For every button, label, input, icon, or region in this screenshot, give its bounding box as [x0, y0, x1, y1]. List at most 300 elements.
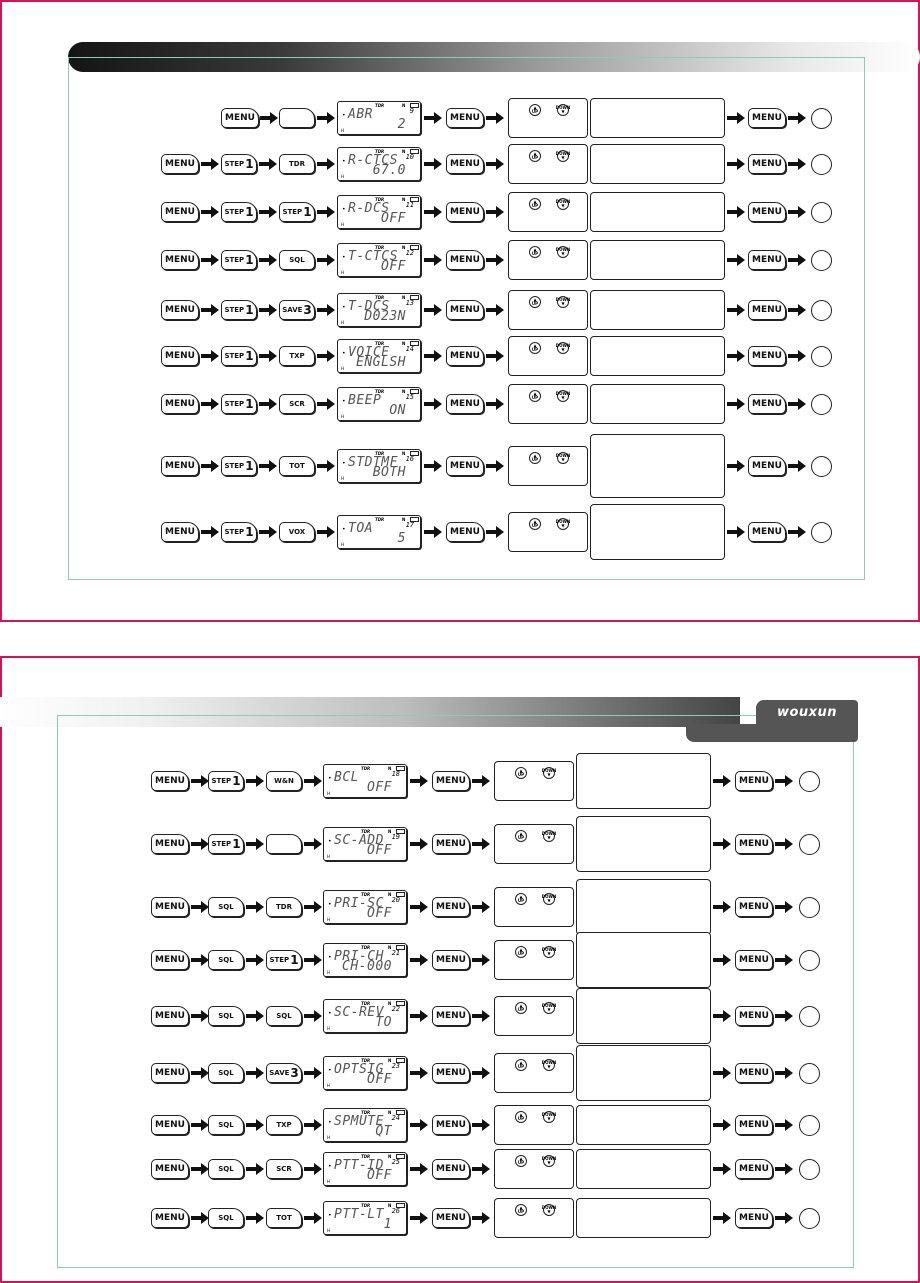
arrow-right-icon — [788, 254, 806, 266]
up-key-icon[interactable]: ▲ UP — [529, 390, 541, 402]
lcd-tdr-indicator: TDR — [375, 295, 385, 300]
arrow-right-icon — [472, 1119, 490, 1131]
lcd-h-indicator: H — [327, 791, 331, 796]
key-button[interactable] — [208, 1159, 244, 1179]
menu-number: 13 — [405, 299, 414, 307]
key-button[interactable] — [266, 1063, 302, 1083]
up-key-icon[interactable]: ▲ UP — [515, 1204, 527, 1216]
arrow-right-icon — [410, 1067, 428, 1079]
down-key-icon[interactable]: DOWN ▼ — [555, 391, 571, 400]
key-button[interactable] — [221, 394, 257, 414]
up-down-keys — [494, 1149, 574, 1189]
menu-button[interactable] — [735, 1063, 773, 1083]
menu-button[interactable] — [446, 394, 484, 414]
up-down-keys — [494, 996, 574, 1036]
menu-button[interactable] — [161, 202, 199, 222]
key-button[interactable] — [266, 897, 302, 917]
arrow-right-icon — [727, 350, 745, 362]
key-label: MENU — [436, 1068, 466, 1078]
arrow-right-icon — [713, 954, 731, 966]
result-circle — [811, 250, 832, 271]
lcd-tdr-indicator: TDR — [375, 103, 385, 108]
arrow-right-icon — [486, 398, 504, 410]
lcd-h-indicator: H — [341, 222, 345, 227]
down-key-icon[interactable]: DOWN ▼ — [541, 894, 557, 903]
arrow-right-icon — [486, 254, 504, 266]
menu-button[interactable] — [748, 394, 786, 414]
menu-button[interactable] — [432, 950, 470, 970]
lcd-bullet-icon: • — [328, 1067, 332, 1074]
key-label: MENU — [165, 527, 195, 537]
arrow-right-icon — [775, 1067, 793, 1079]
wouxun-logo — [686, 700, 858, 744]
menu-button[interactable] — [446, 346, 484, 366]
key-button[interactable] — [266, 1006, 302, 1026]
menu-value: OFF — [367, 843, 392, 858]
arrow-right-icon — [259, 304, 277, 316]
lcd-display — [323, 1056, 407, 1090]
menu-button[interactable] — [748, 456, 786, 476]
arrow-right-icon — [246, 838, 264, 850]
menu-button[interactable] — [735, 771, 773, 791]
arrow-right-icon — [472, 901, 490, 913]
key-button[interactable] — [221, 250, 257, 270]
arrow-right-icon — [259, 526, 277, 538]
key-label: TOT — [289, 462, 305, 470]
arrow-right-icon — [246, 1212, 264, 1224]
lcd-h-indicator: H — [327, 1083, 331, 1088]
arrow-right-icon — [775, 1010, 793, 1022]
key-number: 1 — [245, 459, 254, 473]
up-key-icon[interactable]: ▲ UP — [529, 296, 541, 308]
key-label: STEP — [211, 840, 232, 848]
lcd-n-indicator: N — [402, 245, 406, 250]
key-label: STEP — [224, 400, 245, 408]
menu-number: 14 — [405, 345, 414, 353]
menu-button[interactable] — [432, 897, 470, 917]
menu-value: QT — [375, 1124, 392, 1139]
arrow-right-icon — [260, 112, 278, 124]
arrow-right-icon — [410, 901, 428, 913]
up-key-icon[interactable]: ▲ UP — [515, 1155, 527, 1167]
arrow-right-icon — [246, 1067, 264, 1079]
key-button[interactable] — [221, 154, 257, 174]
menu-button[interactable] — [748, 300, 786, 320]
menu-button[interactable] — [735, 1159, 773, 1179]
lcd-display — [323, 1152, 407, 1186]
down-key-icon[interactable]: DOWN ▼ — [541, 1156, 557, 1165]
down-key-icon[interactable]: DOWN ▼ — [541, 1112, 557, 1121]
menu-button[interactable] — [446, 202, 484, 222]
key-number: 1 — [303, 205, 312, 219]
menu-button[interactable] — [432, 1006, 470, 1026]
lcd-tdr-indicator: TDR — [375, 245, 385, 250]
menu-name: R-CTCS — [348, 153, 398, 168]
key-button[interactable] — [221, 522, 257, 542]
key-label: SCR — [276, 1165, 292, 1173]
menu-name: T-DCS — [348, 299, 390, 314]
menu-name: VOICE — [348, 345, 390, 360]
lcd-n-indicator: N — [388, 1001, 392, 1006]
menu-button[interactable] — [432, 1063, 470, 1083]
description-box — [576, 816, 711, 872]
description-box — [576, 988, 711, 1044]
menu-button[interactable] — [748, 154, 786, 174]
arrow-right-icon — [191, 901, 209, 913]
lcd-display — [337, 449, 421, 483]
up-down-keys — [508, 240, 588, 280]
down-key-icon[interactable]: DOWN ▼ — [555, 247, 571, 256]
lcd-n-indicator: N — [402, 103, 406, 108]
up-key-icon[interactable]: ▲ UP — [529, 198, 541, 210]
menu-button[interactable] — [446, 154, 484, 174]
key-number: 1 — [245, 349, 254, 363]
key-button[interactable] — [279, 154, 315, 174]
menu-number: 26 — [391, 1207, 400, 1215]
arrow-right-icon — [246, 1163, 264, 1175]
description-box — [590, 98, 725, 138]
menu-name: PRI-SC — [334, 896, 384, 911]
menu-button[interactable] — [446, 300, 484, 320]
arrow-right-icon — [246, 1119, 264, 1131]
down-key-icon[interactable]: DOWN ▼ — [555, 519, 571, 528]
key-button[interactable] — [279, 394, 315, 414]
arrow-right-icon — [304, 1010, 322, 1022]
key-button[interactable] — [279, 456, 315, 476]
arrow-right-icon — [788, 112, 806, 124]
arrow-right-icon — [317, 398, 335, 410]
arrow-right-icon — [727, 526, 745, 538]
lcd-n-indicator: N — [402, 197, 406, 202]
arrow-right-icon — [424, 112, 442, 124]
menu-button[interactable] — [161, 394, 199, 414]
up-key-icon[interactable]: ▲ UP — [529, 452, 541, 464]
menu-button[interactable] — [151, 771, 189, 791]
up-key-icon[interactable]: ▲ UP — [515, 1002, 527, 1014]
lcd-h-indicator: H — [327, 1228, 331, 1233]
key-button[interactable] — [208, 897, 244, 917]
key-button[interactable] — [221, 300, 257, 320]
key-label: MENU — [739, 1120, 769, 1130]
arrow-right-icon — [191, 1163, 209, 1175]
menu-button[interactable] — [161, 154, 199, 174]
arrow-right-icon — [410, 1212, 428, 1224]
key-label: MENU — [155, 955, 185, 965]
key-button[interactable] — [208, 1006, 244, 1026]
menu-button[interactable] — [151, 1208, 189, 1228]
menu-button[interactable] — [151, 834, 189, 854]
key-label: SQL — [218, 1069, 234, 1077]
description-box — [576, 879, 711, 935]
key-label: STEP — [211, 777, 232, 785]
up-key-icon[interactable]: ▲ UP — [529, 104, 541, 116]
key-button[interactable] — [266, 1208, 302, 1228]
arrow-right-icon — [424, 398, 442, 410]
arrow-right-icon — [410, 1163, 428, 1175]
menu-button[interactable] — [748, 250, 786, 270]
arrow-right-icon — [410, 1010, 428, 1022]
result-circle — [799, 771, 820, 792]
key-label: SQL — [218, 1165, 234, 1173]
lcd-tdr-indicator: TDR — [361, 945, 371, 950]
menu-value: OFF — [367, 780, 392, 795]
arrow-right-icon — [201, 526, 219, 538]
arrow-right-icon — [788, 398, 806, 410]
key-label: TOT — [276, 1214, 292, 1222]
key-button[interactable] — [208, 950, 244, 970]
arrow-right-icon — [727, 206, 745, 218]
lcd-bullet-icon: • — [328, 838, 332, 845]
menu-button[interactable] — [735, 834, 773, 854]
key-button[interactable] — [221, 202, 257, 222]
up-key-icon[interactable]: ▲ UP — [515, 1111, 527, 1123]
arrow-right-icon — [304, 1067, 322, 1079]
up-down-keys — [508, 384, 588, 424]
arrow-right-icon — [713, 1163, 731, 1175]
description-box — [590, 240, 725, 280]
result-circle — [811, 300, 832, 321]
up-key-icon[interactable]: ▲ UP — [529, 342, 541, 354]
lcd-tdr-indicator: TDR — [375, 197, 385, 202]
down-key-icon[interactable]: DOWN ▼ — [555, 151, 571, 160]
key-label: MENU — [752, 461, 782, 471]
menu-button[interactable] — [151, 950, 189, 970]
result-circle — [799, 1063, 820, 1084]
result-circle — [811, 108, 832, 129]
lcd-h-indicator: H — [341, 414, 345, 419]
up-key-icon[interactable]: ▲ UP — [515, 1059, 527, 1071]
menu-button[interactable] — [151, 897, 189, 917]
key-button[interactable] — [266, 1115, 302, 1135]
arrow-right-icon — [788, 350, 806, 362]
up-down-keys — [494, 824, 574, 864]
key-number: 1 — [245, 157, 254, 171]
lcd-bullet-icon: • — [342, 398, 346, 405]
menu-button[interactable] — [446, 250, 484, 270]
menu-button[interactable] — [446, 456, 484, 476]
menu-button[interactable] — [161, 300, 199, 320]
up-key-icon[interactable]: ▲ UP — [529, 150, 541, 162]
arrow-right-icon — [424, 206, 442, 218]
menu-name: TOA — [348, 521, 373, 536]
lcd-h-indicator: H — [341, 174, 345, 179]
menu-button[interactable] — [446, 108, 484, 128]
menu-button[interactable] — [748, 202, 786, 222]
key-label: MENU — [165, 305, 195, 315]
lcd-n-indicator: N — [388, 829, 392, 834]
menu-button[interactable] — [748, 522, 786, 542]
lcd-display — [323, 1201, 407, 1235]
arrow-right-icon — [424, 158, 442, 170]
menu-button[interactable] — [161, 522, 199, 542]
key-label: MENU — [739, 1213, 769, 1223]
menu-button[interactable] — [432, 771, 470, 791]
up-key-icon[interactable]: ▲ UP — [529, 518, 541, 530]
crop-line — [0, 656, 2, 1283]
lcd-display — [337, 387, 421, 421]
key-label: MENU — [165, 159, 195, 169]
menu-button[interactable] — [735, 1115, 773, 1135]
lcd-h-indicator: H — [341, 476, 345, 481]
menu-button[interactable] — [735, 1006, 773, 1026]
key-label: MENU — [752, 113, 782, 123]
key-number: 1 — [232, 837, 241, 851]
arrow-right-icon — [713, 1010, 731, 1022]
arrow-right-icon — [775, 901, 793, 913]
arrow-right-icon — [713, 838, 731, 850]
key-button[interactable] — [221, 456, 257, 476]
menu-number: 22 — [391, 1005, 400, 1013]
key-button[interactable] — [266, 771, 302, 791]
down-key-icon[interactable]: DOWN ▼ — [541, 1205, 557, 1214]
up-down-keys — [494, 887, 574, 927]
key-label: MENU — [155, 776, 185, 786]
down-key-icon[interactable]: DOWN ▼ — [541, 1003, 557, 1012]
menu-button[interactable] — [446, 522, 484, 542]
menu-button[interactable] — [151, 1006, 189, 1026]
key-number: 1 — [245, 397, 254, 411]
arrow-right-icon — [191, 1067, 209, 1079]
menu-button[interactable] — [748, 108, 786, 128]
lcd-h-indicator: H — [327, 917, 331, 922]
down-key-icon[interactable]: DOWN ▼ — [555, 105, 571, 114]
menu-number: 15 — [405, 393, 414, 401]
lcd-bullet-icon: • — [328, 1119, 332, 1126]
key-label: MENU — [155, 839, 185, 849]
menu-button[interactable] — [221, 108, 259, 128]
key-label: SCR — [289, 400, 305, 408]
key-label: MENU — [155, 1011, 185, 1021]
down-key-icon[interactable]: DOWN ▼ — [555, 199, 571, 208]
description-box — [590, 434, 725, 498]
down-key-icon[interactable]: DOWN ▼ — [555, 297, 571, 306]
up-key-icon[interactable]: ▲ UP — [529, 246, 541, 258]
key-button[interactable] — [279, 346, 315, 366]
lcd-bullet-icon: • — [342, 158, 346, 165]
up-key-icon[interactable]: ▲ UP — [515, 946, 527, 958]
menu-button[interactable] — [432, 1208, 470, 1228]
menu-button[interactable] — [432, 834, 470, 854]
menu-button[interactable] — [161, 250, 199, 270]
arrow-right-icon — [259, 350, 277, 362]
down-key-icon[interactable]: DOWN ▼ — [541, 831, 557, 840]
key-label: MENU — [450, 351, 480, 361]
key-button[interactable] — [279, 300, 315, 320]
menu-name: SC-REV — [334, 1005, 384, 1020]
up-down-keys — [494, 1053, 574, 1093]
down-key-icon[interactable]: DOWN ▼ — [541, 768, 557, 777]
arrow-right-icon — [246, 901, 264, 913]
key-button[interactable] — [279, 108, 315, 128]
menu-button[interactable] — [432, 1115, 470, 1135]
menu-button[interactable] — [432, 1159, 470, 1179]
up-key-icon[interactable]: ▲ UP — [515, 830, 527, 842]
key-label: MENU — [155, 1213, 185, 1223]
menu-button[interactable] — [735, 950, 773, 970]
key-label: MENU — [436, 1164, 466, 1174]
key-label: SQL — [218, 1012, 234, 1020]
key-button[interactable] — [279, 202, 315, 222]
arrow-right-icon — [727, 460, 745, 472]
arrow-right-icon — [775, 954, 793, 966]
menu-value: TO — [375, 1015, 392, 1030]
key-button[interactable] — [208, 834, 244, 854]
menu-button[interactable] — [735, 897, 773, 917]
arrow-right-icon — [317, 304, 335, 316]
menu-number: 21 — [391, 949, 400, 957]
key-button[interactable] — [266, 950, 302, 970]
menu-button[interactable] — [151, 1063, 189, 1083]
menu-button[interactable] — [735, 1208, 773, 1228]
menu-button[interactable] — [151, 1115, 189, 1135]
key-button[interactable] — [279, 522, 315, 542]
key-label: MENU — [450, 159, 480, 169]
arrow-right-icon — [191, 775, 209, 787]
lcd-h-indicator: H — [327, 1026, 331, 1031]
key-button[interactable] — [208, 771, 244, 791]
lcd-n-indicator: N — [388, 1203, 392, 1208]
key-label: MENU — [436, 1011, 466, 1021]
description-box — [590, 336, 725, 376]
arrow-right-icon — [201, 254, 219, 266]
menu-button[interactable] — [161, 456, 199, 476]
menu-number: 16 — [405, 455, 414, 463]
result-circle — [811, 154, 832, 175]
key-label: MENU — [165, 399, 195, 409]
key-button[interactable] — [208, 1063, 244, 1083]
arrow-right-icon — [424, 304, 442, 316]
down-key-icon[interactable]: DOWN ▼ — [541, 1060, 557, 1069]
lcd-n-indicator: N — [402, 517, 406, 522]
arrow-right-icon — [317, 526, 335, 538]
key-button[interactable] — [266, 834, 302, 854]
up-key-icon[interactable]: ▲ UP — [515, 893, 527, 905]
menu-button[interactable] — [748, 346, 786, 366]
arrow-right-icon — [424, 460, 442, 472]
key-button[interactable] — [266, 1159, 302, 1179]
key-label: SQL — [289, 256, 305, 264]
up-key-icon[interactable]: ▲ UP — [515, 767, 527, 779]
key-label: TDR — [289, 160, 305, 168]
down-key-icon[interactable]: DOWN ▼ — [541, 947, 557, 956]
key-button[interactable] — [208, 1208, 244, 1228]
lcd-tdr-indicator: TDR — [375, 451, 385, 456]
key-button[interactable] — [208, 1115, 244, 1135]
arrow-right-icon — [788, 304, 806, 316]
arrow-right-icon — [486, 158, 504, 170]
key-label: W&N — [274, 777, 294, 785]
menu-value: BOTH — [372, 465, 406, 480]
arrow-right-icon — [472, 775, 490, 787]
arrow-right-icon — [304, 901, 322, 913]
down-key-icon[interactable]: DOWN ▼ — [555, 343, 571, 352]
key-button[interactable] — [279, 250, 315, 270]
key-label: MENU — [436, 902, 466, 912]
arrow-right-icon — [788, 158, 806, 170]
result-circle — [799, 1115, 820, 1136]
menu-button[interactable] — [151, 1159, 189, 1179]
down-key-icon[interactable]: DOWN ▼ — [555, 453, 571, 462]
menu-name: OPTSIG — [334, 1062, 384, 1077]
lcd-n-indicator: N — [402, 295, 406, 300]
menu-value: ON — [389, 403, 406, 418]
key-label: MENU — [752, 159, 782, 169]
menu-button[interactable] — [161, 346, 199, 366]
arrow-right-icon — [775, 838, 793, 850]
key-button[interactable] — [221, 346, 257, 366]
lcd-bullet-icon: • — [328, 1010, 332, 1017]
arrow-right-icon — [713, 901, 731, 913]
